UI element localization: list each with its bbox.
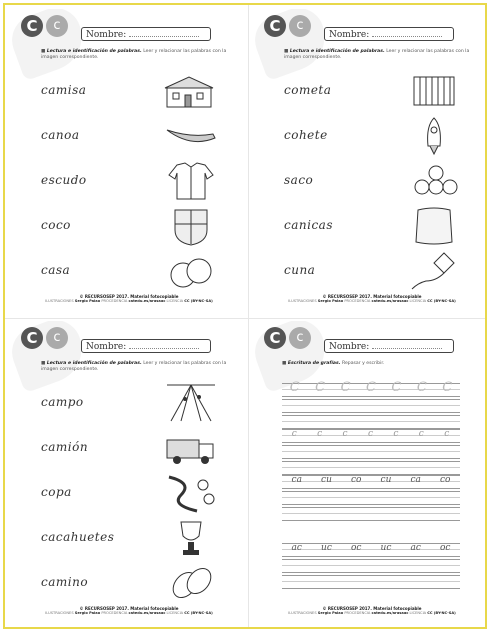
worksheet-frame [3,3,487,629]
worksheet-page-3 [11,321,247,625]
vertical-divider [248,5,249,627]
copyright-line: © RECURSOSEP 2017. Material fotocopiable [79,606,179,611]
credits-line: ILUSTRACIONES Sergio Palao PROCEDENCIA catedu.es/arasaac LICENCIA CC (BY-NC-SA) [288,299,456,303]
letter-lower-circle: c [289,15,311,37]
word: cohete [284,128,328,142]
instruction-title: Lectura e identificación de palabras. [289,49,385,54]
letter-upper-circle: C [264,15,286,37]
word: coco [41,218,71,232]
word-row [41,563,237,603]
word-row [284,206,480,246]
writing-line[interactable] [282,415,460,429]
page-footer [254,606,490,615]
word-row [41,383,237,423]
instruction-text: ■ Lectura e identificación de palabras. Leer y relacionar las palabras con la imagen correspondiente. [284,49,470,60]
name-label: Nombre: [329,30,370,40]
rocket-picture [406,116,462,156]
word: casa [41,263,71,277]
page-footer [11,294,247,303]
instruction-text: ■ Lectura e identificación de palabras. Leer y relacionar las palabras con la imagen correspondiente. [41,361,227,372]
syllables: ca cu co cu ca co [291,475,451,485]
credits-line: ILUSTRACIONES Sergio Palao PROCEDENCIA catedu.es/arasaac LICENCIA CC (BY-NC-SA) [45,611,213,615]
horizontal-divider [5,318,485,319]
credits-line: ILUSTRACIONES Sergio Palao PROCEDENCIA catedu.es/arasaac LICENCIA CC (BY-NC-SA) [288,611,456,615]
copyright-line: © RECURSOSEP 2017. Material fotocopiable [79,294,179,299]
word: saco [284,173,314,187]
word-row [284,161,480,201]
name-field[interactable] [81,27,211,41]
word: cacahuetes [41,530,115,544]
writing-line[interactable] [282,461,460,475]
word: cometa [284,83,332,97]
word-row [41,161,237,201]
word-row [41,473,237,513]
syllables: ac uc oc uc ac oc [291,543,451,553]
instruction-body: Leer y relacionar las palabras con la imagen correspondiente. [41,49,227,60]
writing-line[interactable] [282,491,460,505]
word-row [284,71,480,111]
letter-lower-circle: c [46,15,68,37]
sack-picture [406,206,462,246]
word-row [41,116,237,156]
house-picture [163,71,219,111]
kite-picture [406,251,462,291]
word-row [41,518,237,558]
name-label: Nombre: [86,342,127,352]
shirt-picture [163,161,219,201]
instruction-title: Lectura e identificación de palabras. [46,361,142,366]
instruction-body: Leer y relacionar las palabras con la imagen correspondiente. [284,49,470,60]
word: canicas [284,218,333,232]
instruction-title: Escritura de grafías. [287,361,341,366]
word-row [284,251,480,291]
word-row [284,116,480,156]
instruction-body: Leer y relacionar las palabras con la imagen correspondiente. [41,361,227,372]
writing-line[interactable] [282,559,460,573]
copyright-line: © RECURSOSEP 2017. Material fotocopiable [322,294,422,299]
dotted-letters: c c c c c c c [291,429,451,439]
letter-upper-circle: C [21,327,43,349]
writing-line[interactable] [282,399,460,413]
marbles-picture [406,161,462,201]
road-picture [163,473,219,513]
page-footer [254,294,490,303]
name-label: Nombre: [86,30,127,40]
truck-picture [163,428,219,468]
word-row [41,206,237,246]
instruction-body: Repasar y escribir. [341,361,385,366]
word: campo [41,395,84,409]
worksheet-page-2 [254,9,490,313]
instruction-text: ■ Escritura de grafías. Repasar y escribir. [282,361,385,366]
word: camión [41,440,89,454]
word: camino [41,575,89,589]
writing-line[interactable] [282,445,460,459]
word: canoa [41,128,80,142]
canoe-picture [163,116,219,156]
letter-upper-circle: C [21,15,43,37]
writing-line[interactable] [282,575,460,589]
letter-upper-circle: C [264,327,286,349]
shield-picture [163,206,219,246]
page-footer [11,606,247,615]
worksheet-page-1 [11,9,247,313]
word: copa [41,485,72,499]
writing-line[interactable] [282,507,460,521]
trace-letters: C C C C C C C [289,380,453,395]
copyright-line: © RECURSOSEP 2017. Material fotocopiable [322,606,422,611]
worksheet-page-4 [254,321,490,625]
field-picture [163,383,219,423]
coconut-picture [163,251,219,291]
peanuts-picture [163,563,219,603]
letter-lower-circle: c [46,327,68,349]
credits-line: ILUSTRACIONES Sergio Palao PROCEDENCIA catedu.es/arasaac LICENCIA CC (BY-NC-SA) [45,299,213,303]
word: cuna [284,263,316,277]
word-row [41,71,237,111]
instruction-text: ■ Lectura e identificación de palabras. Leer y relacionar las palabras con la imagen correspondiente. [41,49,227,60]
name-field[interactable] [81,339,211,353]
name-field[interactable] [324,339,454,353]
crib-picture [406,71,462,111]
word-row [41,251,237,291]
letter-lower-circle: c [289,327,311,349]
name-label: Nombre: [329,342,370,352]
word: camisa [41,83,87,97]
trophy-picture [163,518,219,558]
word-row [41,428,237,468]
name-field[interactable] [324,27,454,41]
instruction-title: Lectura e identificación de palabras. [46,49,142,54]
word: escudo [41,173,87,187]
